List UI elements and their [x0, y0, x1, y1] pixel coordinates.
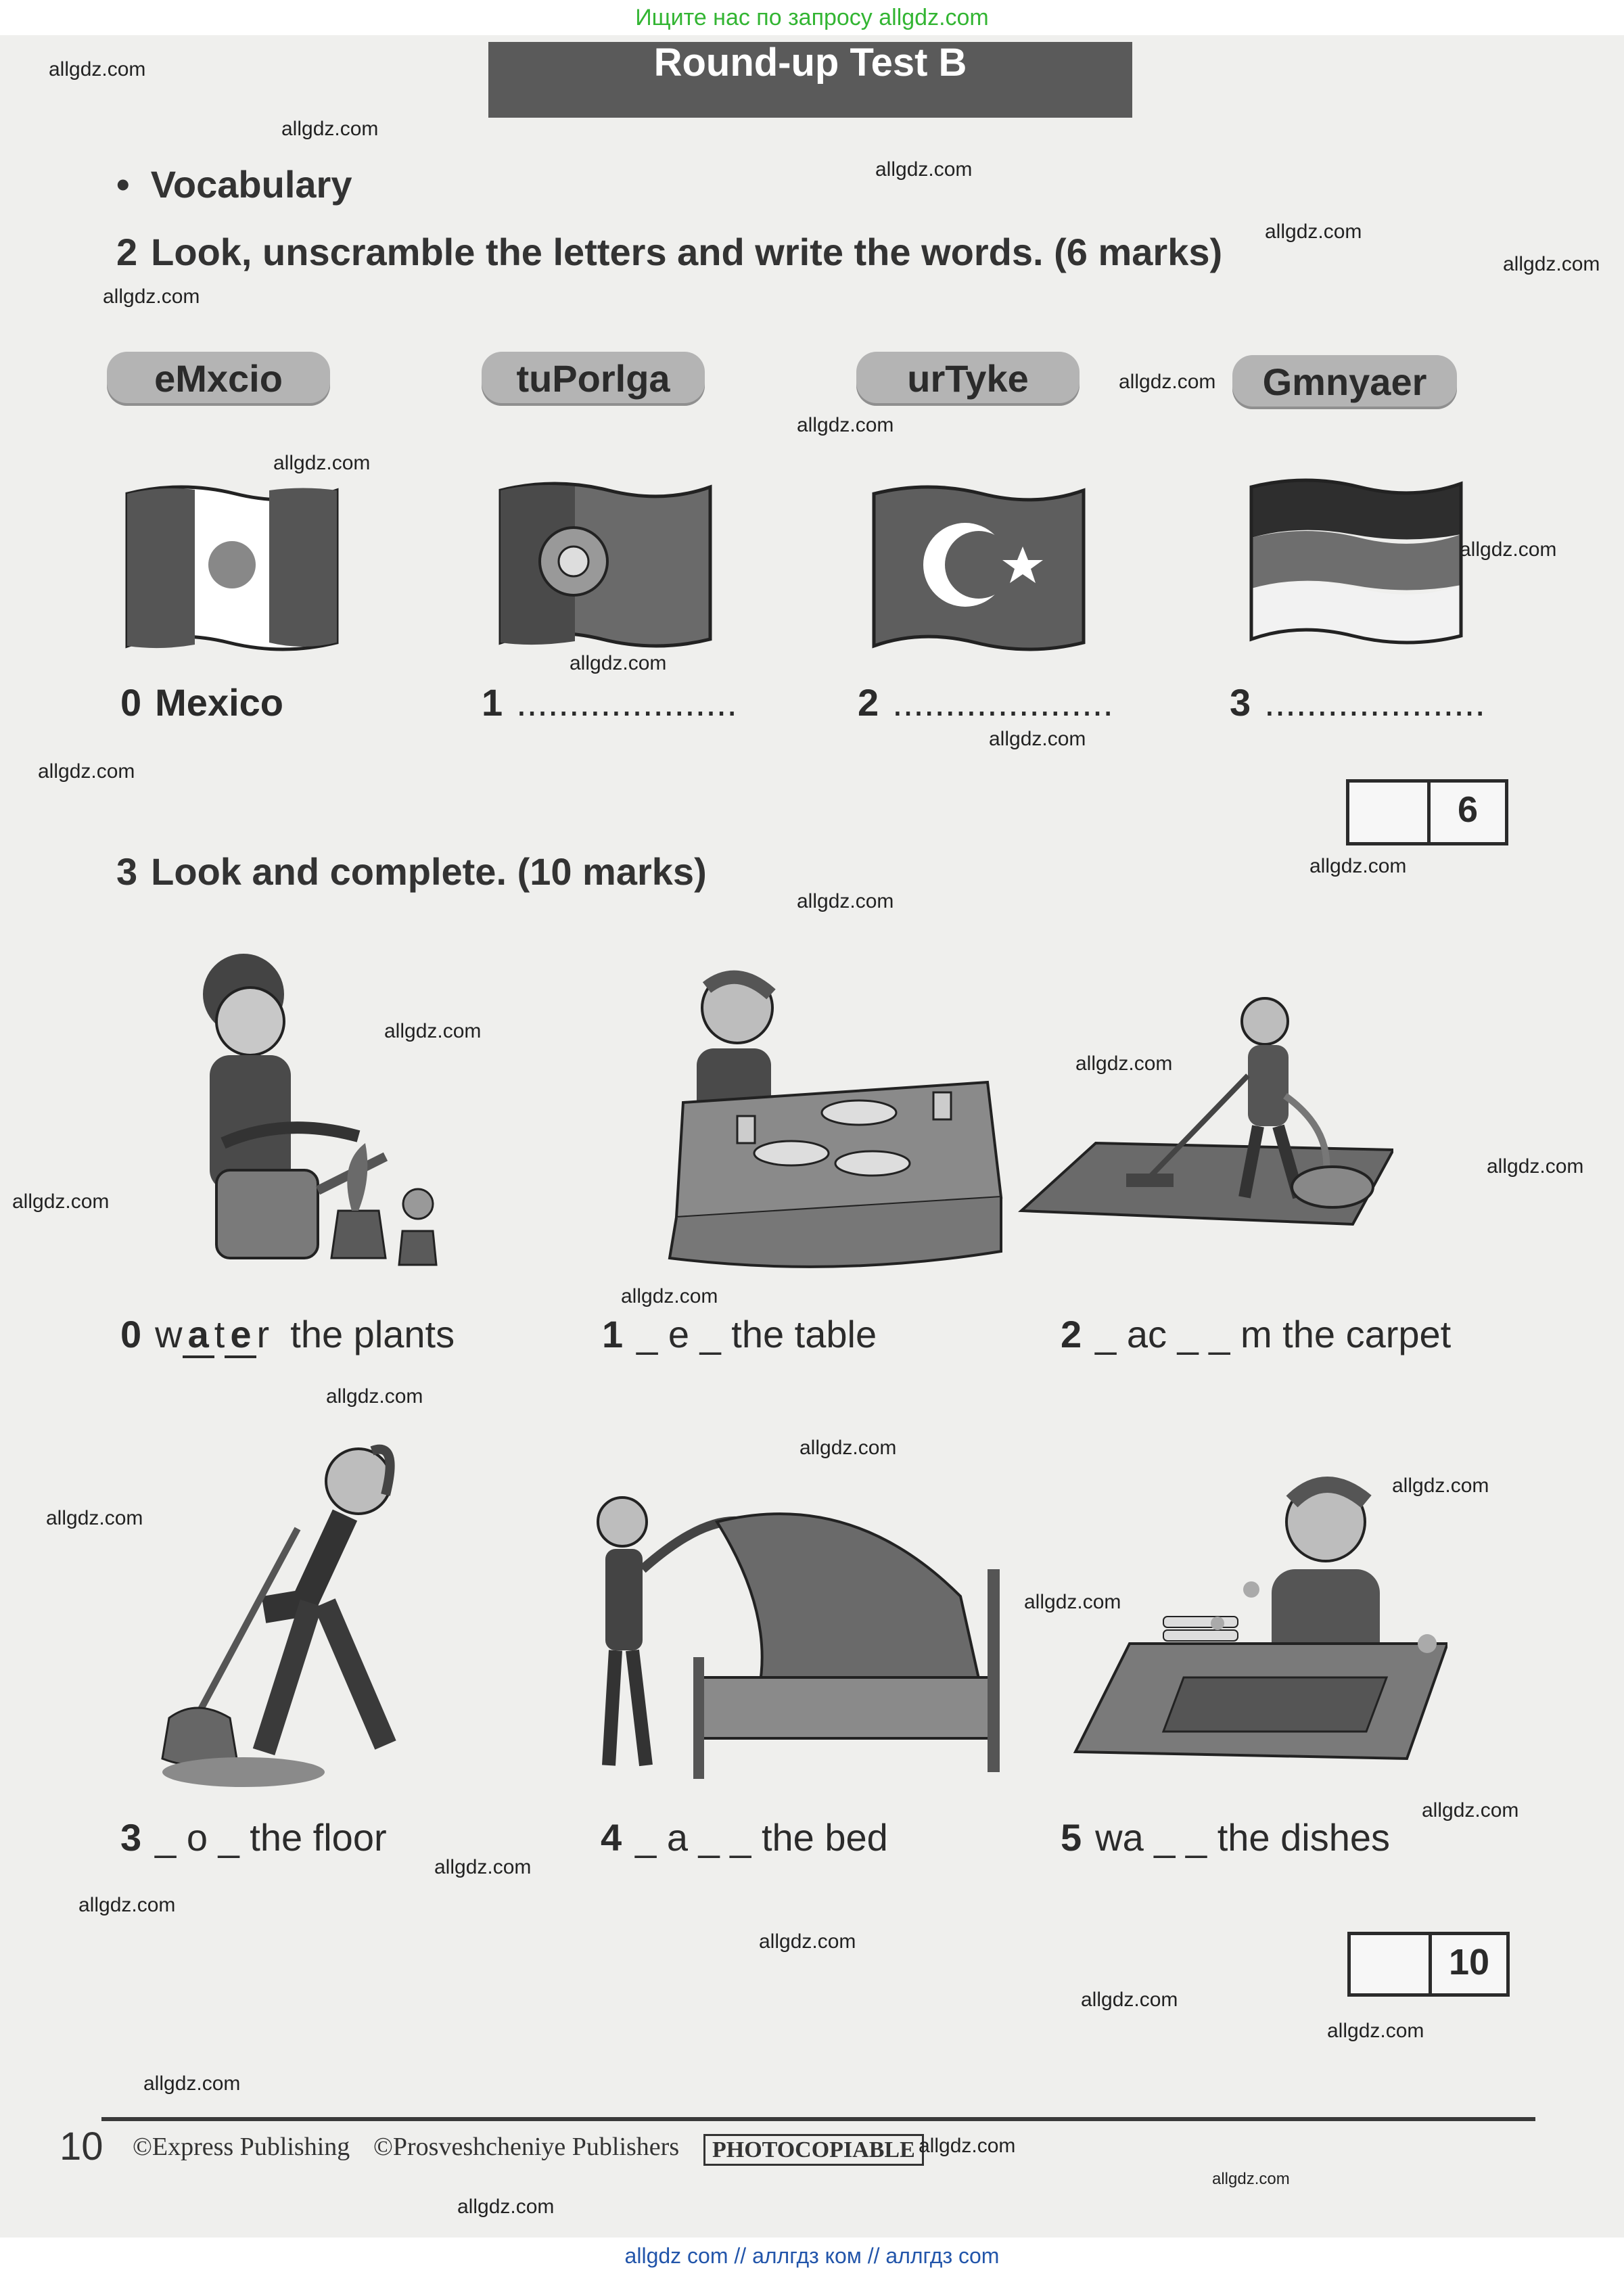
answer-number: 1: [482, 681, 503, 724]
scramble-2: urTyke: [856, 352, 1080, 406]
watermark[interactable]: allgdz.com: [1392, 1475, 1489, 1497]
item-phrase: the plants: [290, 1313, 455, 1355]
answer-number: 0: [120, 681, 142, 724]
watermark[interactable]: allgdz.com: [799, 1437, 897, 1459]
item-number: 3: [120, 1816, 142, 1859]
watermark[interactable]: allgdz.com: [273, 452, 371, 474]
footer-banner[interactable]: allgdz com // аллгдз ком // аллгдз com: [0, 2237, 1624, 2274]
footer-divider: [101, 2117, 1535, 2121]
answer-blank[interactable]: .....................: [516, 681, 737, 724]
task3-heading: [116, 850, 707, 894]
task2-number: 2: [116, 231, 138, 273]
watermark[interactable]: allgdz.com: [621, 1285, 718, 1307]
answer-number: 3: [1230, 681, 1251, 724]
task3-instruction: Look and complete. (10 marks): [151, 850, 707, 893]
score-total: 10: [1429, 1935, 1506, 1993]
item-number: 5: [1061, 1816, 1082, 1859]
germany-flag-icon: [1245, 467, 1468, 656]
task3-number: 3: [116, 850, 138, 893]
item-number: 0: [120, 1313, 142, 1355]
watermark[interactable]: allgdz.com: [1119, 371, 1216, 393]
watermark[interactable]: allgdz.com: [919, 2135, 1016, 2157]
watermark[interactable]: allgdz.com: [797, 414, 894, 436]
watermark[interactable]: allgdz.com: [326, 1385, 423, 1408]
watermark[interactable]: allgdz.com: [875, 158, 973, 181]
task3-item-1[interactable]: [602, 1312, 877, 1356]
page-number: 10: [60, 2125, 103, 2168]
watermark[interactable]: allgdz.com: [1081, 1989, 1178, 2011]
scramble-0: eMxcio: [107, 352, 330, 406]
item-phrase[interactable]: _ ac _ _ m the carpet: [1095, 1313, 1452, 1355]
making-bed-illustration: [582, 1495, 1015, 1786]
task2-instruction: Look, unscramble the letters and write the words. (6 marks): [151, 231, 1223, 273]
flag-answer-0: [120, 680, 283, 724]
watermark[interactable]: allgdz.com: [46, 1507, 143, 1529]
handwritten-letter: a: [183, 1313, 214, 1358]
watermark[interactable]: allgdz.com: [759, 1930, 856, 1953]
site-banner[interactable]: Ищите нас по запросу allgdz.com: [0, 0, 1624, 35]
task3-item-2[interactable]: [1061, 1312, 1451, 1356]
watermark[interactable]: allgdz.com: [1212, 2170, 1290, 2188]
section-label: Vocabulary: [150, 163, 352, 206]
score-empty-cell[interactable]: [1349, 783, 1427, 842]
page-title: Round-up Test B: [488, 42, 1132, 118]
watermark[interactable]: allgdz.com: [1265, 221, 1362, 243]
turkey-flag-icon: [867, 473, 1090, 663]
item-phrase[interactable]: wa _ _ the dishes: [1095, 1816, 1390, 1859]
score-total: 6: [1427, 783, 1505, 842]
task2-heading: [116, 230, 1222, 274]
mexico-flag-icon: [120, 473, 344, 663]
watermark[interactable]: allgdz.com: [797, 890, 894, 912]
watermark[interactable]: allgdz.com: [1309, 855, 1407, 877]
mopping-floor-illustration: [129, 1434, 467, 1792]
watermark[interactable]: allgdz.com: [570, 652, 667, 674]
watermark[interactable]: allgdz.com: [1487, 1155, 1584, 1178]
bullet-icon: •: [116, 163, 151, 206]
section-heading: [116, 162, 352, 206]
watermark[interactable]: allgdz.com: [457, 2196, 555, 2218]
watermark[interactable]: allgdz.com: [12, 1190, 110, 1213]
item-number: 1: [602, 1313, 624, 1355]
watermark[interactable]: allgdz.com: [1024, 1591, 1121, 1613]
watering-plants-illustration: [149, 940, 460, 1292]
watermark[interactable]: allgdz.com: [38, 760, 135, 783]
handwritten-letter: e: [225, 1313, 256, 1358]
watermark[interactable]: allgdz.com: [78, 1894, 176, 1916]
photocopiable-badge: [703, 2134, 924, 2164]
score-empty-cell[interactable]: [1351, 1935, 1429, 1993]
answer-text: Mexico: [155, 681, 284, 724]
watermark[interactable]: allgdz.com: [1422, 1799, 1519, 1821]
scramble-3: Gmnyaer: [1232, 355, 1457, 409]
flag-answer-2[interactable]: [858, 680, 1113, 724]
photocopiable-label: PHOTOCOPIABLE: [703, 2134, 924, 2166]
watermark[interactable]: allgdz.com: [384, 1020, 482, 1042]
task3-item-5[interactable]: [1061, 1815, 1390, 1859]
flag-answer-3[interactable]: [1230, 680, 1485, 724]
watermark[interactable]: allgdz.com: [103, 285, 200, 308]
answer-blank[interactable]: .....................: [1264, 681, 1485, 724]
task3-item-3[interactable]: [120, 1815, 387, 1859]
watermark[interactable]: allgdz.com: [281, 118, 379, 140]
flag-answer-1[interactable]: [482, 680, 737, 724]
watermark[interactable]: allgdz.com: [1503, 253, 1600, 275]
task3-item-0: [120, 1312, 455, 1356]
watermark[interactable]: allgdz.com: [143, 2072, 241, 2095]
publisher-credit-1: ©Express Publishing: [133, 2133, 350, 2161]
watermark[interactable]: allgdz.com: [1327, 2020, 1424, 2042]
item-phrase[interactable]: _ a _ _ the bed: [635, 1816, 888, 1859]
watermark[interactable]: allgdz.com: [1460, 538, 1557, 561]
item-letter: w: [155, 1313, 183, 1355]
answer-blank[interactable]: .....................: [892, 681, 1113, 724]
item-letter: t: [214, 1313, 225, 1355]
washing-dishes-illustration: [1069, 1475, 1447, 1779]
scramble-1: tuPorlga: [482, 352, 705, 406]
setting-table-illustration: [656, 967, 1008, 1278]
answer-number: 2: [858, 681, 879, 724]
task3-item-4[interactable]: [601, 1815, 888, 1859]
item-phrase[interactable]: _ o _ the floor: [155, 1816, 387, 1859]
task2-score-box: [1346, 779, 1508, 845]
task3-score-box: [1347, 1932, 1510, 1997]
watermark[interactable]: allgdz.com: [1075, 1052, 1173, 1075]
vacuuming-carpet-illustration: [1015, 994, 1393, 1238]
watermark[interactable]: allgdz.com: [434, 1856, 532, 1878]
item-number: 2: [1061, 1313, 1082, 1355]
item-phrase[interactable]: _ e _ the table: [636, 1313, 877, 1355]
item-number: 4: [601, 1816, 622, 1859]
publisher-credit-2: ©Prosveshcheniye Publishers: [373, 2133, 680, 2161]
item-letter: r: [256, 1313, 270, 1355]
portugal-flag-icon: [494, 470, 717, 659]
watermark[interactable]: allgdz.com: [989, 728, 1086, 750]
watermark[interactable]: allgdz.com: [49, 58, 146, 80]
